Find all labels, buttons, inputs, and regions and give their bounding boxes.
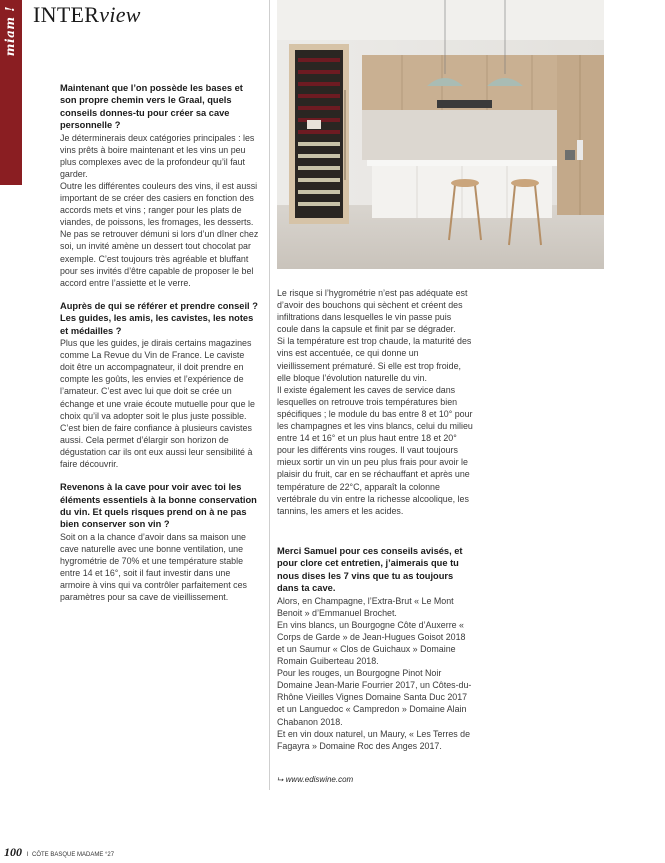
section-tab (0, 0, 22, 185)
question-1: Maintenant que l’on possède les bases et son propre chemin vers le Graal, quels conseils donnes-tu pour créer sa cave personnelle ? (60, 83, 243, 131)
section-title-main: INTER (33, 2, 100, 27)
source-link[interactable] (277, 775, 353, 785)
question-2: Auprès de qui se référer et prendre conseil ? Les guides, les amis, les cavistes, les notes et médailles ? (60, 300, 258, 336)
question-4: Merci Samuel pour ces conseils avisés, et pour clore cet entretien, j’aimerais que tu nous dises les 7 vins que tu as toujours dans ta cave. (277, 546, 463, 594)
section-tab-label: miam ! (3, 6, 17, 57)
answer-1-paragraph-2: Outre les différentes couleurs des vins, il est aussi important de se créer des casiers en fonction des accords mets et vins ; ranger pour les plats de viandes, de poissons, les fromages, les desserts. Ne pas se retrouver démuni si lors d’un dîner chez soi, un invité amène un dessert tout chocolat par exemple. C’est toujours très agréable et bluffant pour ses invités d’être capable de proposer le bel accord entre l’assiette et le verre. (60, 181, 259, 288)
column-divider (269, 0, 270, 790)
page-number: 100 (4, 845, 22, 859)
magazine-name: CÔTE BASQUE MADAME (32, 852, 104, 858)
section-title-italic: view (99, 2, 141, 27)
page-footer (4, 845, 114, 860)
answer-4-paragraph-4: Et en vin doux naturel, un Maury, « Les Terres de Fagayra » Domaine Roc des Anges 2017. (277, 728, 471, 751)
answer-3-continued-paragraph-3: Il existe également les caves de service dans lesquelles on retrouve trois températures bien spécifiques ; le module du bas entre 8 et 10° pour les champagnes et les vins blancs, celui du milieu entre 14 et 16° et un plus haut entre 18 et 20° pour les différents vins rouges. Il vaut toujours mieux sortir un vin un peu plus frais pour avoir le plaisir du fruit, car en se réchauffant et après une température de 22°C, apparaît la colonne vertébrale du vin entre la richesse alcoolique, les tannins, les amers et les acides. (277, 384, 473, 516)
kitchen-wine-cabinet-photo (277, 0, 604, 269)
answer-4-paragraph-1: Alors, en Champagne, l’Extra-Brut « Le Mont Benoit » d’Emmanuel Brochet. (277, 595, 454, 618)
answer-4-paragraph-3: Pour les rouges, un Bourgogne Pinot Noir Domaine Jean-Marie Fourrier 2017, un Côtes-du-Rhône Vieilles Vignes Domaine Santa Duc 2017 et un Languedoc « Campredon » Domaine Alain Chabanon 2018. (277, 668, 472, 727)
left-column (60, 82, 260, 603)
answer-3-continued-paragraph-2: Si la température est trop chaude, la maturité des vins est accentuée, ce qui donne un vieillissement prématuré. Si elle est trop froide, elle bloque l’évolution naturelle du vin. (277, 336, 472, 383)
question-3: Revenons à la cave pour voir avec toi les éléments essentiels à la bonne conservation du vin. Et quels risques prend on à ne pas bien conserver son vin ? (60, 482, 257, 530)
section-title (33, 2, 141, 28)
answer-1-paragraph-1: Je déterminerais deux catégories principales : les vins prêts à boire maintenant et les vins un peu plus complexes avec de la profondeur qu’il faut garder. (60, 132, 255, 179)
source-url: www.ediswine.com (285, 775, 354, 784)
answer-4-paragraph-2: En vins blancs, un Bourgogne Côte d’Auxerre « Corps de Garde » de Jean-Hugues Goisot 2018 et un Saumur « Clos de Guichaux » Domaine Romain Guiberteau 2018. (277, 619, 466, 667)
answer-3: Soit on a la chance d’avoir dans sa maison une cave naturelle avec une bonne ventilation, une hygrométrie de 70% et une température stable entre 14 et 16°, soit il faut investir dans une armoire à vins qui va contrôler parfaitement ces paramètres pour sa cave de vieillissement. (60, 531, 247, 603)
answer-3-continued-paragraph-1: Le risque si l’hygrométrie n’est pas adéquate est d’avoir des bouchons qui sèchent et créent des infiltrations dans lesquelles le vin passe puis coule dans la capsule et finit par se dégrader. (277, 288, 468, 335)
issue-number: °27 (105, 852, 115, 858)
cursor-arrow-icon: ⮡ (277, 775, 284, 784)
footer-separator: I (26, 852, 29, 858)
answer-2: Plus que les guides, je dirais certains magazines comme La Revue du Vin de France. Le caviste doit être un accompagnateur, il doit prendre en compte les goûts, les envies et l’expérience de l’amateur. C’est avec lui que doit se crée un échange et une vraie écoute mutuelle pour que le choix qu’il va adopter soit le plus juste possible. C’est bien de faire confiance à plusieurs cavistes aussi. Cela permet d’élargir son horizon de dégustation car ils ont eux aussi leur sensibilité à faire découvrir. (60, 338, 255, 469)
right-column-bottom (277, 545, 473, 752)
right-column-top (277, 287, 473, 517)
